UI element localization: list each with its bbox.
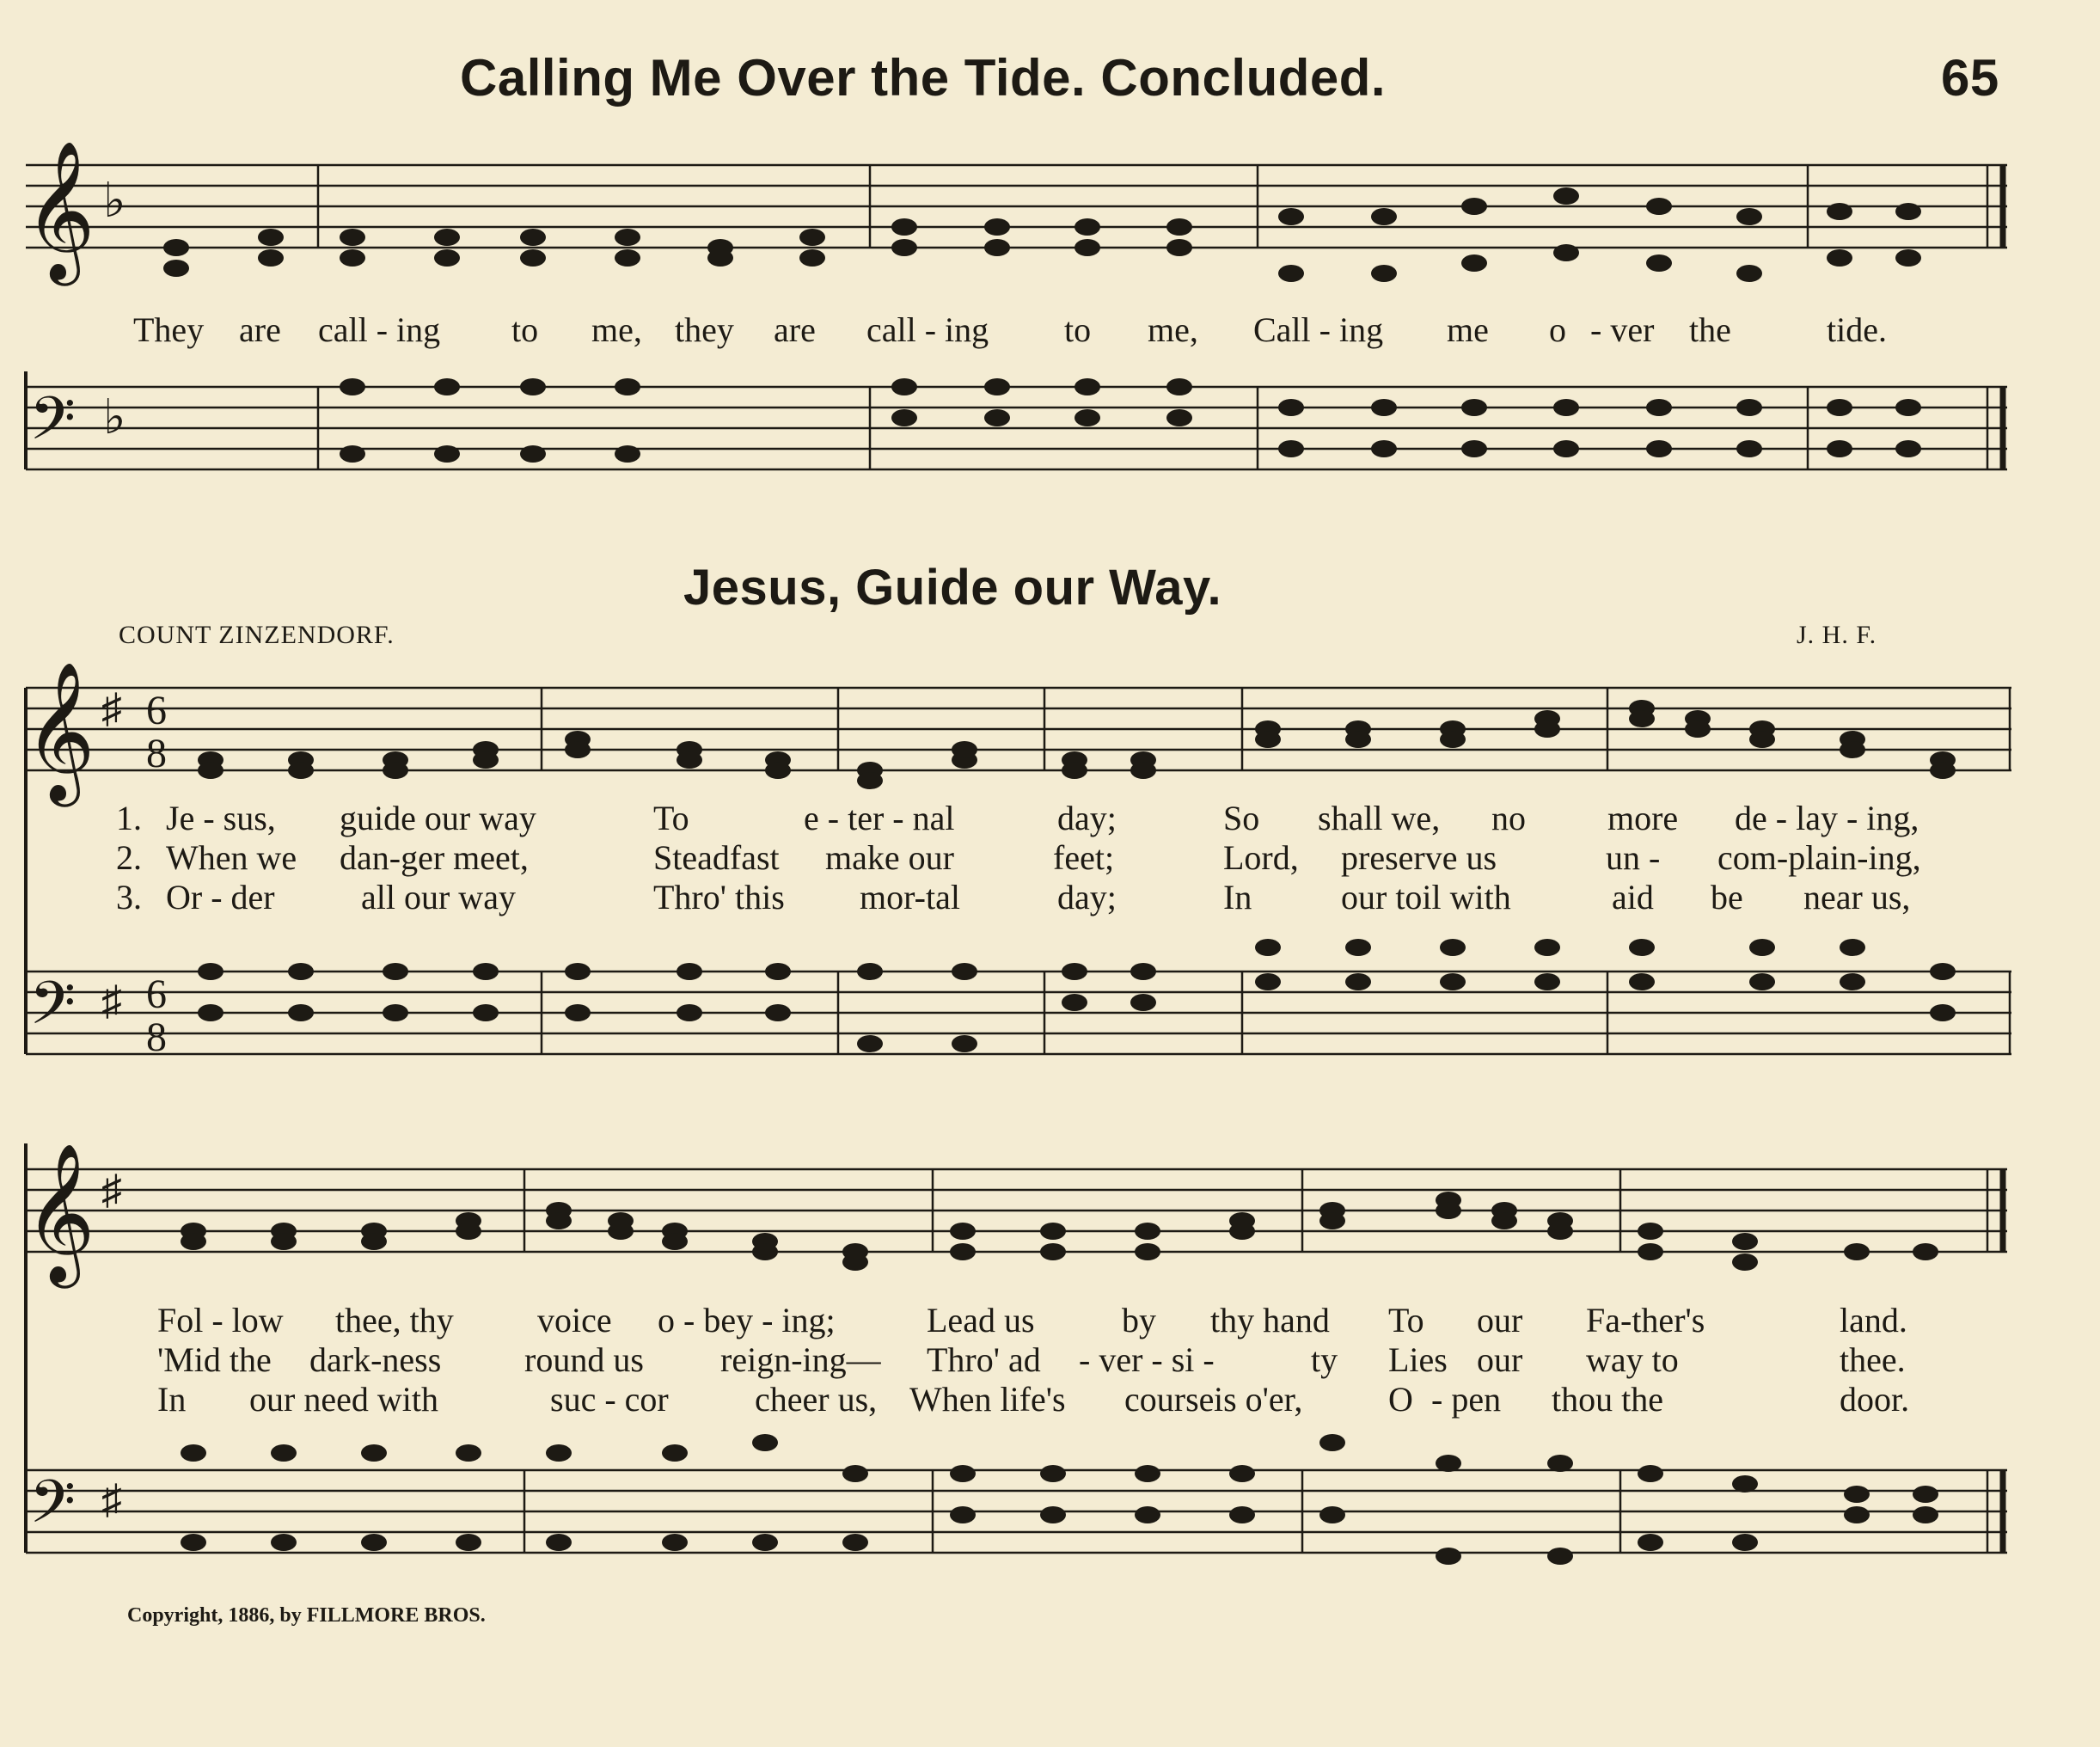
song2-system2-verse1 — [0, 1300, 2100, 1343]
verse-number: 1. — [116, 799, 142, 837]
song2-system2-bass-staff — [0, 1444, 2100, 1591]
lyric: day; — [1057, 878, 1117, 916]
lyric: are — [774, 310, 816, 349]
lyric: o - bey - ing; — [658, 1301, 836, 1339]
lyric: - ver - si - — [1079, 1340, 1215, 1379]
lyric: be — [1711, 878, 1743, 916]
lyric: Fa-ther's — [1586, 1301, 1705, 1339]
lyric: preserve us — [1341, 838, 1497, 877]
lyric: course — [1124, 1380, 1215, 1419]
lyric: by — [1122, 1301, 1156, 1339]
lyric: ty — [1311, 1340, 1338, 1379]
lyric: Je - sus, — [166, 799, 276, 837]
lyric: tide. — [1827, 310, 1887, 349]
lyric: dan-ger meet, — [340, 838, 529, 877]
lyric: To — [653, 799, 689, 837]
lyric: thee. — [1840, 1340, 1906, 1379]
lyric: When life's — [909, 1380, 1066, 1419]
lyric: o — [1549, 310, 1566, 349]
song2-system1-bass-notes — [198, 939, 1956, 1052]
lyric: me, — [591, 310, 642, 349]
lyric: They — [133, 310, 205, 349]
lyric: reign-ing— — [720, 1340, 881, 1379]
page-number: 65 — [1941, 49, 1999, 107]
lyric: me, — [1148, 310, 1198, 349]
lyric: To — [1388, 1301, 1424, 1339]
lyric: our toil with — [1341, 878, 1511, 916]
author-credit: COUNT ZINZENDORF. — [119, 621, 395, 649]
bass-clef-icon: 𝄢 — [29, 383, 77, 468]
lyric: guide our way — [340, 799, 536, 837]
lyric: day; — [1057, 799, 1117, 837]
copyright-notice: Copyright, 1886, by FILLMORE BROS. — [127, 1604, 486, 1627]
song1-treble-notes — [163, 187, 1921, 282]
lyric: e - ter - nal — [804, 799, 955, 837]
flat-icon: ♭ — [103, 175, 126, 228]
lyric: de - lay - ing, — [1735, 799, 1919, 837]
song2-system1-verse2 — [0, 837, 2100, 880]
treble-clef-icon: 𝄞 — [24, 1143, 95, 1283]
song1-bass-staff — [0, 361, 2100, 516]
lyric: round us — [524, 1340, 644, 1379]
bass-clef-icon: 𝄢 — [29, 968, 77, 1052]
lyric: all our way — [361, 878, 516, 916]
flat-icon: ♭ — [103, 391, 126, 444]
sharp-icon: ♯ — [101, 978, 122, 1024]
lyric: Lead us — [927, 1301, 1035, 1339]
time-signature-top: 6 — [146, 688, 167, 733]
lyric: cheer us, — [755, 1380, 878, 1419]
time-signature-bottom: 8 — [146, 1014, 167, 1060]
song2-system2-verse3 — [0, 1379, 2100, 1422]
lyric: Or - der — [166, 878, 275, 916]
lyric: So — [1223, 799, 1260, 837]
lyric: Call - ing — [1253, 310, 1384, 349]
bass-clef-icon: 𝄢 — [29, 1467, 77, 1551]
lyric: is o'er, — [1214, 1380, 1303, 1419]
lyric: aid — [1612, 878, 1654, 916]
song2-system2-verse2 — [0, 1339, 2100, 1382]
lyric: un - — [1606, 838, 1661, 877]
verse-number: 2. — [116, 838, 142, 877]
song2-system1-verse1 — [0, 798, 2100, 841]
lyric: thy hand — [1210, 1301, 1330, 1339]
lyric: thou the — [1552, 1380, 1663, 1419]
song2-system2-bass-notes — [181, 1434, 1938, 1565]
lyric: our — [1477, 1301, 1523, 1339]
lyric: make our — [825, 838, 954, 877]
lyric: When we — [166, 838, 297, 877]
lyric: are — [239, 310, 281, 349]
song2-system1-verse3 — [0, 877, 2100, 920]
lyric: Thro' ad — [927, 1340, 1041, 1379]
sharp-icon: ♯ — [101, 686, 122, 732]
lyric: dark-ness — [309, 1340, 442, 1379]
lyric: they — [675, 310, 734, 349]
verse-number: 3. — [116, 878, 142, 916]
time-signature-top: 6 — [146, 972, 167, 1017]
song2-system1-treble-staff — [0, 661, 2100, 808]
lyric: our need with — [249, 1380, 438, 1419]
lyric: call - ing — [866, 310, 989, 349]
lyric: feet; — [1053, 838, 1115, 877]
song-title: Jesus, Guide our Way. — [683, 560, 1222, 616]
lyric: the — [1689, 310, 1731, 349]
lyric: In — [1223, 878, 1252, 916]
sharp-icon: ♯ — [101, 1477, 122, 1523]
sharp-icon: ♯ — [101, 1168, 122, 1213]
lyric: voice — [537, 1301, 612, 1339]
time-signature-bottom: 8 — [146, 731, 167, 776]
lyric: 'Mid the — [157, 1340, 272, 1379]
lyric: our — [1477, 1340, 1523, 1379]
lyric: mor-tal — [860, 878, 960, 916]
lyric: O — [1388, 1380, 1413, 1419]
lyric: suc - cor — [550, 1380, 669, 1419]
lyric: no — [1491, 799, 1526, 837]
lyric: In — [157, 1380, 187, 1419]
song1-treble-staff — [0, 140, 2100, 310]
song2-system2-treble-staff — [0, 1143, 2100, 1290]
lyric: Thro' this — [653, 878, 785, 916]
composer-credit: J. H. F. — [1797, 621, 1877, 649]
lyric: - ver — [1590, 310, 1655, 349]
lyric: com-plain-ing, — [1717, 838, 1921, 877]
lyric: - pen — [1431, 1380, 1502, 1419]
lyric: Fol - low — [157, 1301, 284, 1339]
lyric: thee, thy — [335, 1301, 454, 1339]
lyric: Steadfast — [653, 838, 780, 877]
lyric: way to — [1586, 1340, 1679, 1379]
lyric: me — [1447, 310, 1489, 349]
song1-lyrics — [0, 310, 2100, 352]
lyric: land. — [1840, 1301, 1907, 1339]
lyric: Lord, — [1223, 838, 1299, 877]
lyric: door. — [1840, 1380, 1910, 1419]
treble-clef-icon: 𝄞 — [24, 661, 95, 801]
lyric: call - ing — [318, 310, 441, 349]
song2-system1-treble-notes — [198, 700, 1956, 789]
lyric: to — [511, 310, 539, 349]
lyric: more — [1607, 799, 1679, 837]
lyric: Lies — [1388, 1340, 1448, 1379]
treble-clef-icon: 𝄞 — [24, 140, 95, 280]
song2-system1-bass-staff — [0, 946, 2100, 1075]
lyric: to — [1064, 310, 1092, 349]
lyric: shall we, — [1318, 799, 1441, 837]
song1-bass-notes — [340, 378, 1921, 463]
lyric: near us, — [1803, 878, 1911, 916]
page-title: Calling Me Over the Tide. Concluded. — [460, 49, 1387, 107]
